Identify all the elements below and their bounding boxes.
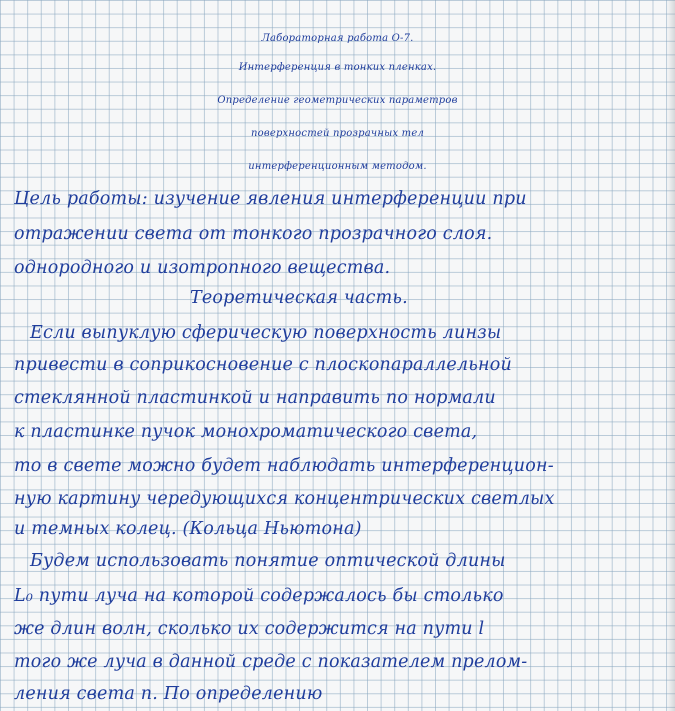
topic-line-4: интерференционным методом. <box>248 161 427 172</box>
paragraph-1-line-1: Если выпуклую сферическую поверхность линзы <box>30 323 502 343</box>
topic-line-3: поверхностей прозрачных тел <box>250 128 425 139</box>
topic-line-2: Определение геометрических параметров <box>217 95 458 106</box>
topic-line-1: Интерференция в тонких пленках. <box>238 62 437 73</box>
paragraph-2-line-1: Будем использовать понятие оптической длины <box>30 551 506 571</box>
paragraph-1-line-7: и темных колец. (Кольца Ньютона) <box>14 519 362 539</box>
paragraph-1-line-6: ную картину чередующихся концентрических светлых <box>14 489 555 509</box>
paragraph-1-line-2: привести в соприкосновение с плоскопараллельной <box>14 355 512 375</box>
page-title: Лабораторная работа О-7. <box>261 33 414 44</box>
paragraph-2-line-4: того же луча в данной среде с показателем прелом- <box>14 652 528 672</box>
paragraph-1-line-3: стеклянной пластинкой и направить по нормали <box>14 388 496 408</box>
paragraph-2-line-3: же длин волн, сколько их содержится на пути l <box>14 619 485 639</box>
section-title: Теоретическая часть. <box>190 288 408 308</box>
paragraph-1-line-5: то в свете можно будет наблюдать интерференцион- <box>14 456 554 476</box>
goal-line-2: отражении света от тонкого прозрачного слоя. <box>14 224 493 244</box>
paragraph-2-line-2: L₀ пути луча на которой содержалось бы столько <box>14 586 504 606</box>
goal-line-1: Цель работы: изучение явления интерференции при <box>14 189 527 209</box>
paragraph-2-line-5: ления света n. По определению <box>14 684 323 704</box>
paragraph-1-line-4: к пластинке пучок монохроматического света, <box>14 422 478 442</box>
page-edge-shadow <box>667 0 675 711</box>
goal-line-3: однородного и изотропного вещества. <box>14 258 391 278</box>
